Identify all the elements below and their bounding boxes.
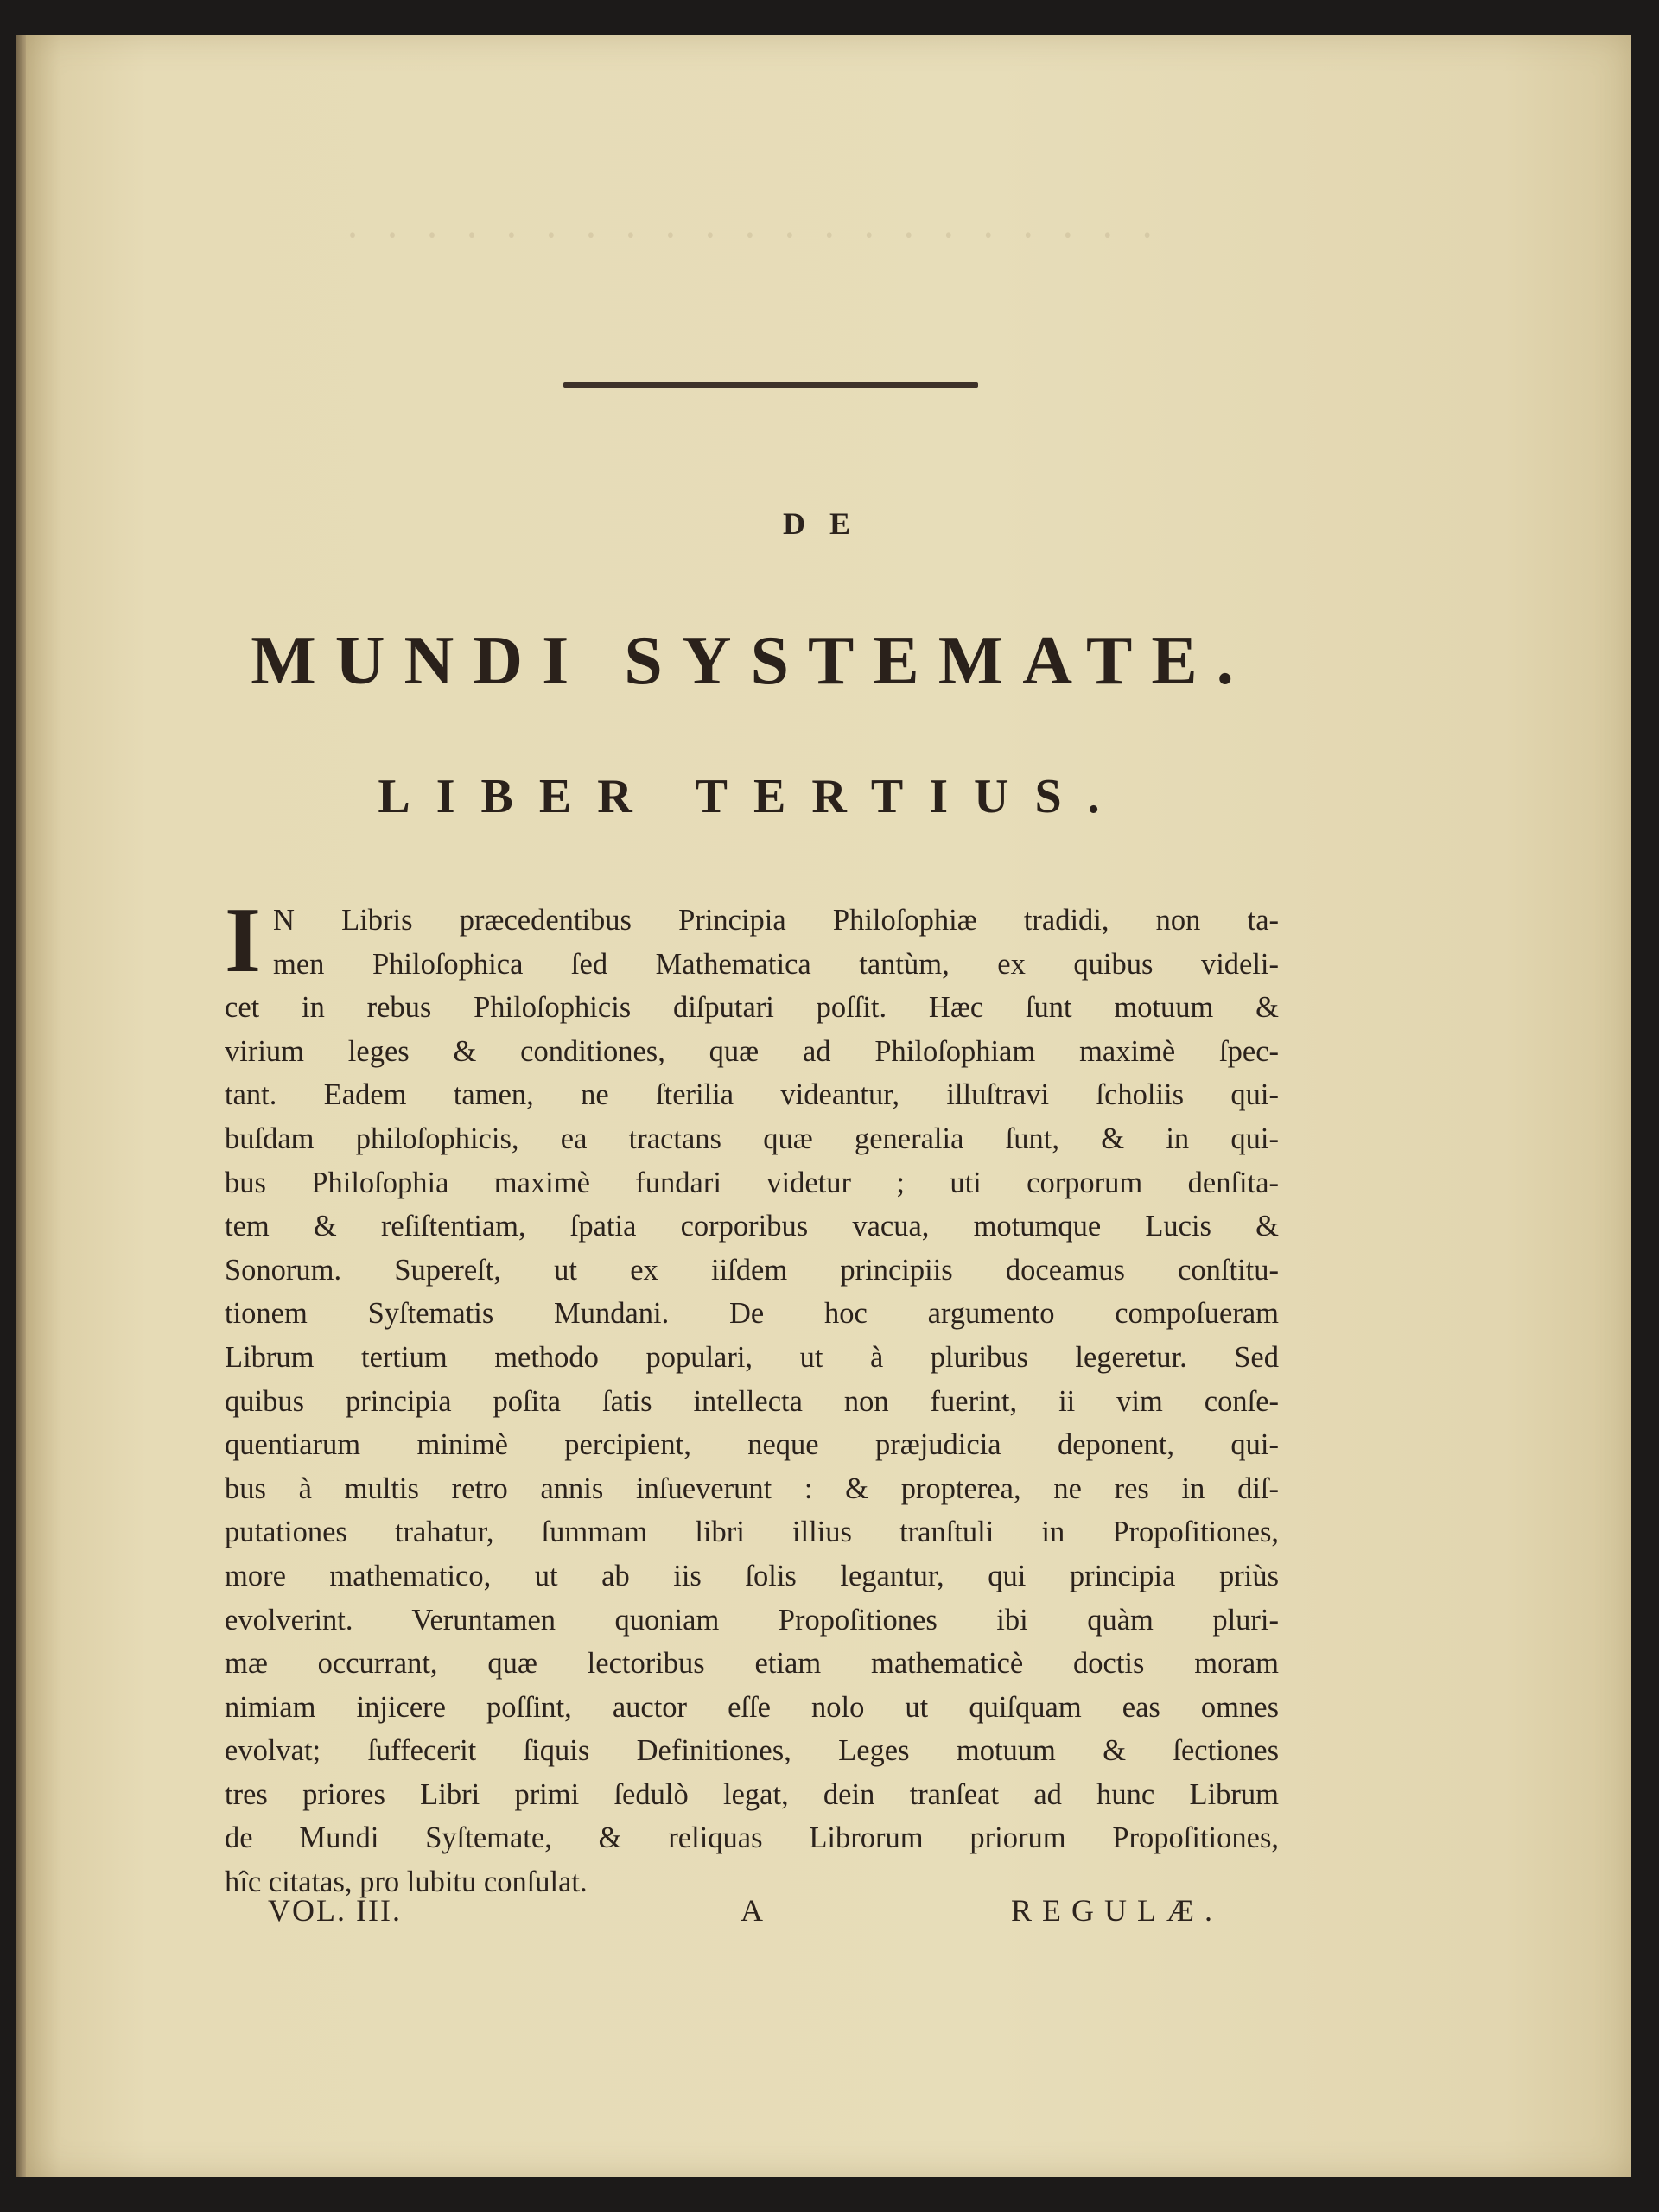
book-subtitle: LIBER TERTIUS.: [378, 770, 1126, 823]
page-title: MUNDI SYSTEMATE.: [251, 623, 1253, 699]
text-line: buſdam philoſophicis, ea tractans quæ generalia ſunt, & in qui-: [225, 1122, 1279, 1155]
text-line: virium leges & conditiones, quæ ad Philoſophiam maximè ſpec-: [225, 1034, 1279, 1068]
body-paragraph: [225, 889, 1279, 1904]
signature-mark: A: [741, 1893, 763, 1928]
book-page: [26, 35, 1631, 2177]
text-line: N Libris præcedentibus Principia Philoſophiæ tradidi, non ta-: [273, 904, 1279, 937]
text-line: de Mundi Syſtemate, & reliquas Librorum priorum Propoſitiones,: [225, 1821, 1279, 1855]
text-line: mæ occurrant, quæ lectoribus etiam mathematicè doctis moram: [225, 1647, 1279, 1681]
show-through-text: ·····················: [320, 213, 1154, 258]
text-line: Librum tertium methodo populari, ut à pluribus legeretur. Sed: [225, 1340, 1279, 1374]
text-line: tant. Eadem tamen, ne ſterilia videantur, illuſtravi ſcholiis qui-: [225, 1078, 1279, 1112]
text-line: Sonorum. Supereſt, ut ex iiſdem principiis doceamus conſtitu-: [225, 1253, 1279, 1287]
text-line: tem & reſiſtentiam, ſpatia corporibus vacua, motumque Lucis &: [225, 1210, 1279, 1243]
text-line: nimiam injicere poſſint, auctor eſſe nolo ut quiſquam eas omnes: [225, 1690, 1279, 1724]
text-line: quentiarum minimè percipient, neque præjudicia deponent, qui-: [225, 1428, 1279, 1462]
text-line: more mathematico, ut ab iis ſolis legantur, qui principia priùs: [225, 1559, 1279, 1592]
text-line: hîc citatas, pro lubitu conſulat.: [225, 1866, 588, 1899]
head-rule: [563, 382, 978, 388]
text-line: cet in rebus Philoſophicis diſputari poſſit. Hæc ſunt motuum &: [225, 991, 1279, 1025]
text-line: tionem Syſtematis Mundani. De hoc argumento compoſueram: [225, 1297, 1279, 1331]
heading-de: DE: [782, 506, 874, 541]
text-line: putationes trahatur, ſummam libri illius tranſtuli in Propoſitiones,: [225, 1516, 1279, 1549]
catchword: REGULÆ.: [1011, 1893, 1223, 1928]
text-line: bus à multis retro annis inſueverunt : & propterea, ne res in diſ-: [225, 1471, 1279, 1505]
text-line: evolvat; ſuffecerit ſiquis Definitiones, Leges motuum & ſectiones: [225, 1734, 1279, 1768]
text-line: men Philoſophica ſed Mathematica tantùm, ex quibus videli-: [273, 947, 1279, 981]
text-line: bus Philoſophia maximè fundari videtur ; uti corporum denſita-: [225, 1166, 1279, 1199]
text-line: quibus principia poſita ſatis intellecta non fuerint, ii vim conſe-: [225, 1384, 1279, 1418]
volume-number: VOL. III.: [268, 1893, 402, 1928]
drop-cap: I: [225, 889, 262, 992]
text-line: tres priores Libri primi ſedulò legat, dein tranſeat ad hunc Librum: [225, 1777, 1279, 1811]
text-line: evolverint. Veruntamen quoniam Propoſitiones ibi quàm pluri-: [225, 1603, 1279, 1637]
